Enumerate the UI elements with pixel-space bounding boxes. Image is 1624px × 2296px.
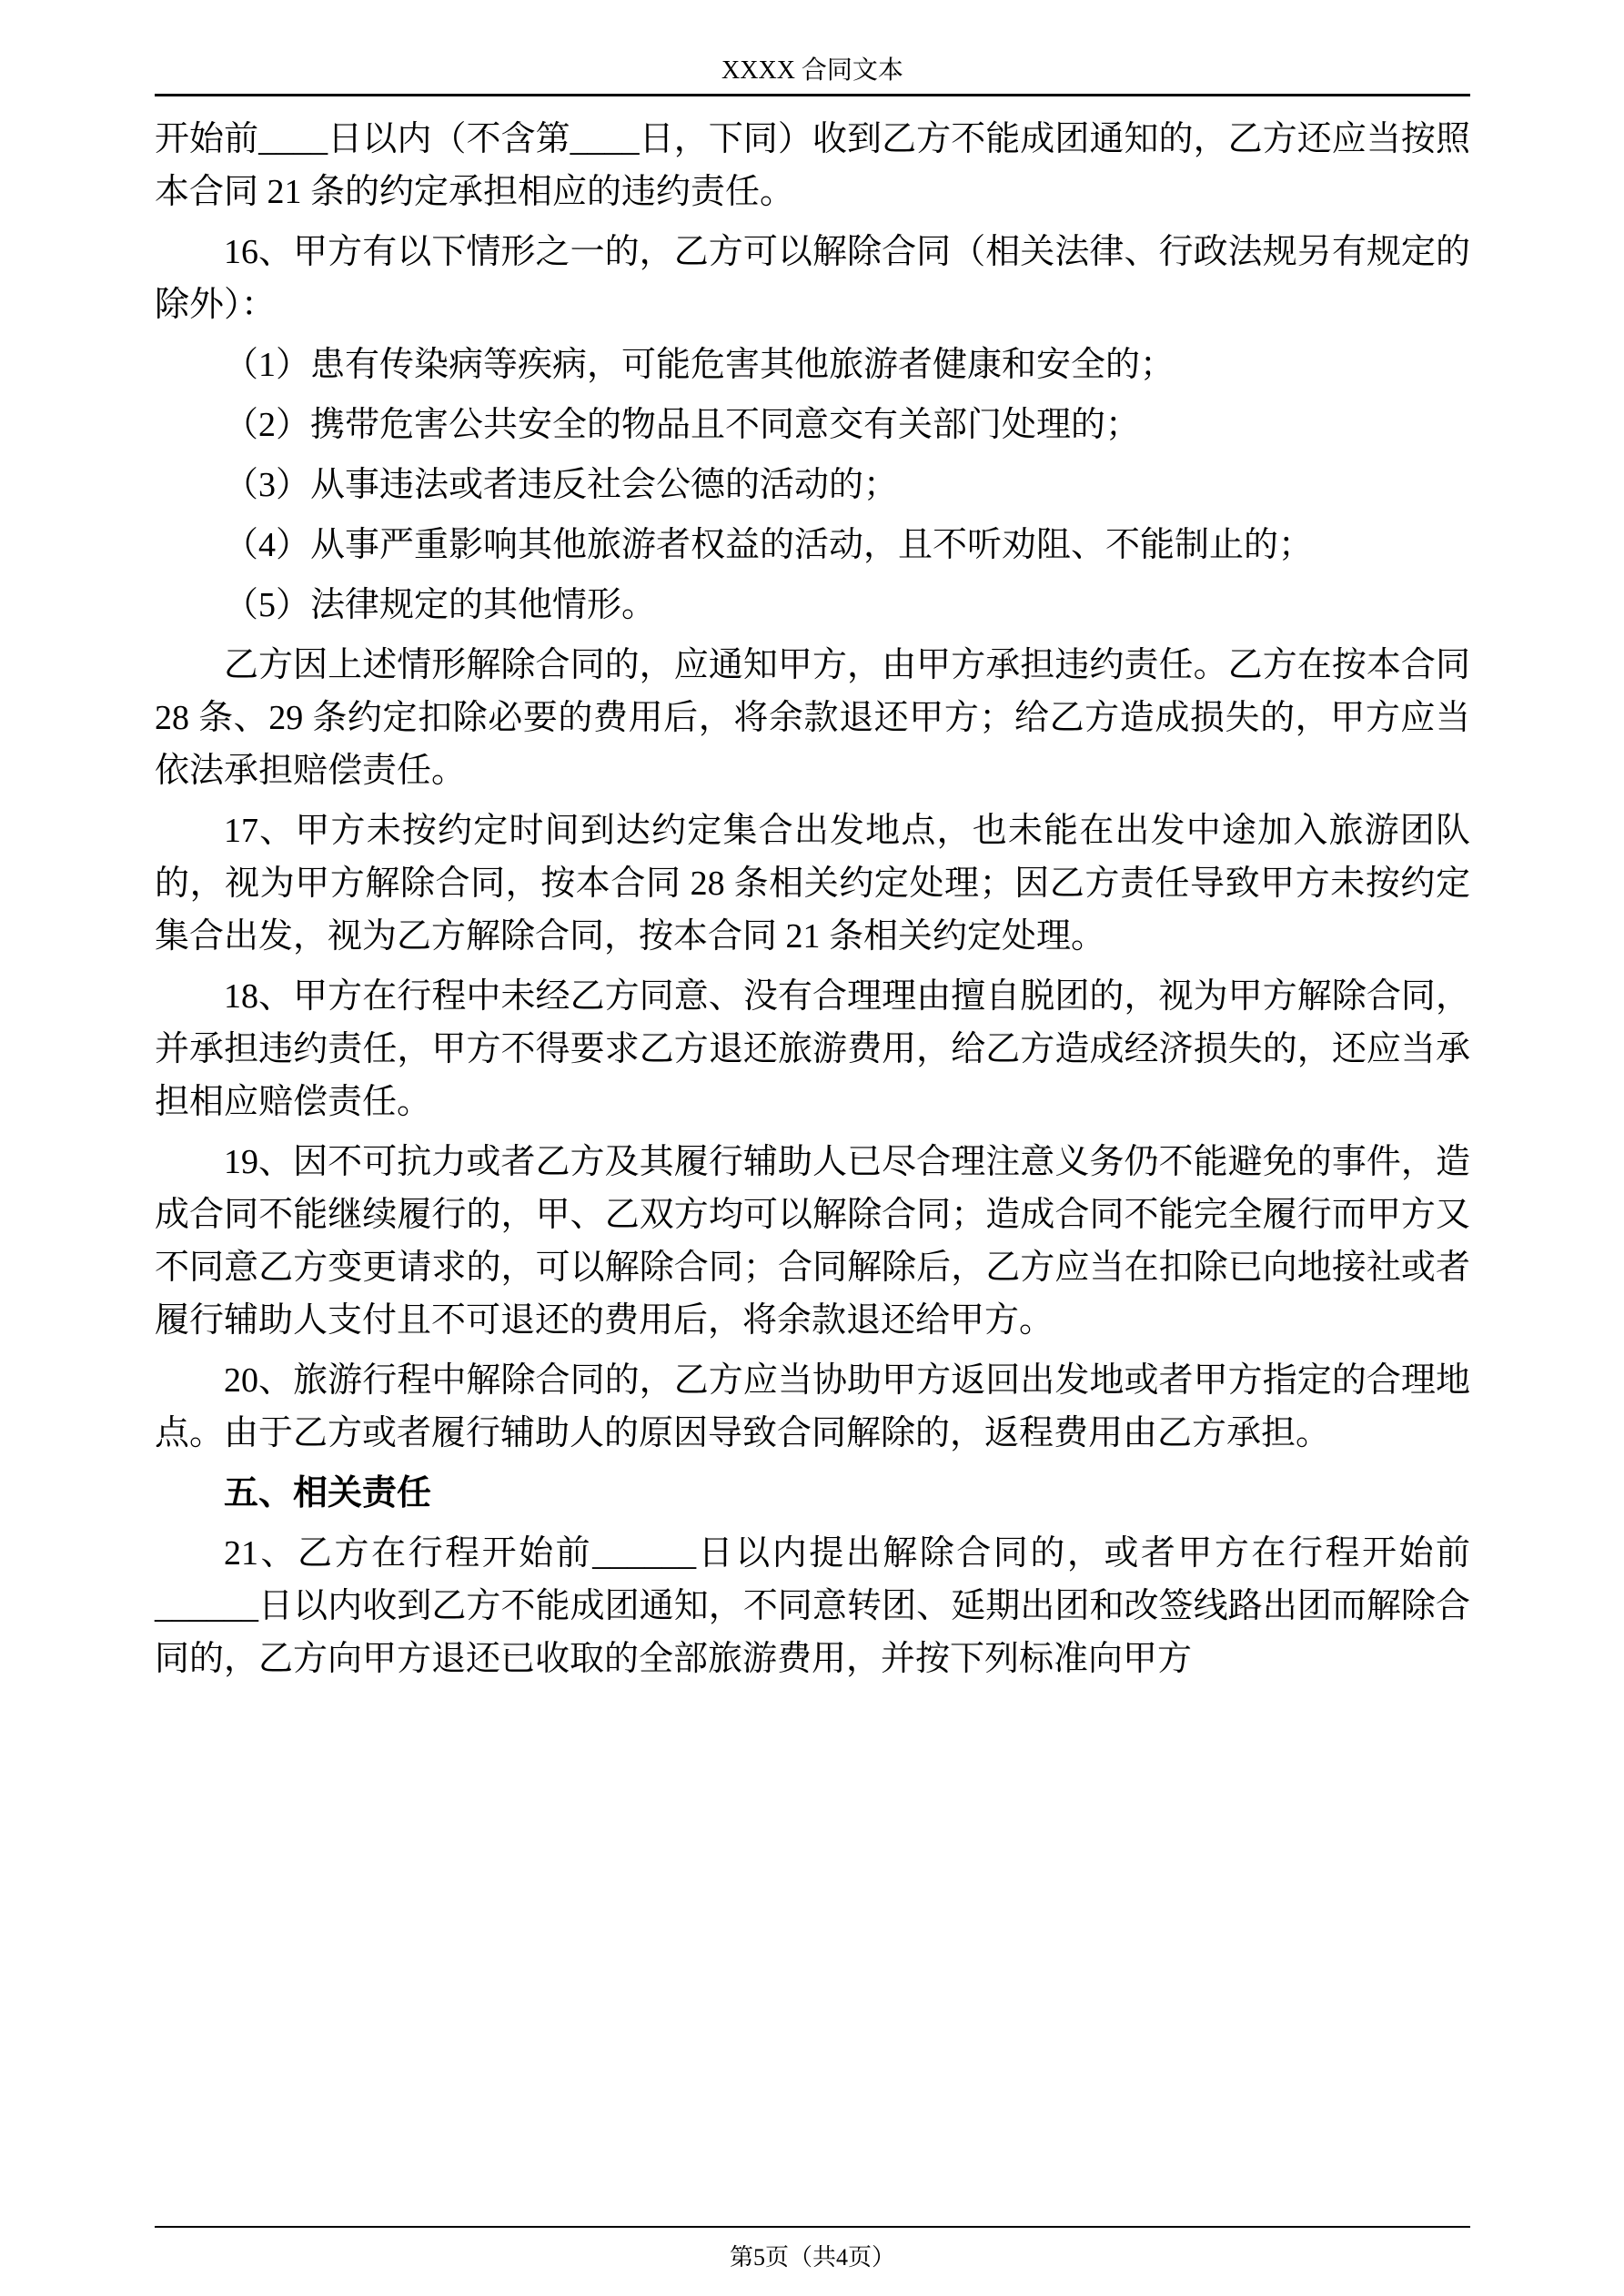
paragraph-clause-16-item-5: （5）法律规定的其他情形。 bbox=[224, 586, 657, 624]
paragraph-clause-17: 17、甲方未按约定时间到达约定集合出发地点，也未能在出发中途加入旅游团队的，视为甲方解除合同，按本合同 28 条相关约定处理；因乙方责任导致甲方未按约定集合出发，视为乙方解除合同，按本合同 21 条相关约定处理。 bbox=[155, 812, 1470, 956]
page-number-label: 第5页（共4页） bbox=[729, 2244, 895, 2271]
paragraph-clause-15-continuation: 开始前____日以内（不含第____日，下同）收到乙方不能成团通知的，乙方还应当按照本合同 21 条的约定承担相应的违约责任。 bbox=[155, 120, 1470, 211]
page-header bbox=[155, 56, 1470, 96]
paragraph-clause-20: 20、旅游行程中解除合同的，乙方应当协助甲方返回出发地或者甲方指定的合理地点。由于乙方或者履行辅助人的原因导致合同解除的，返程费用由乙方承担。 bbox=[155, 1361, 1470, 1452]
paragraph-clause-16-item-4: （4）从事严重影响其他旅游者权益的活动，且不听劝阻、不能制止的； bbox=[224, 526, 1314, 564]
page-footer bbox=[155, 2226, 1470, 2272]
paragraph-clause-16-item-2: （2）携带危害公共安全的物品且不同意交有关部门处理的； bbox=[224, 406, 1141, 444]
paragraph-clause-18: 18、甲方在行程中未经乙方同意、没有合理理由擅自脱团的，视为甲方解除合同，并承担违约责任，甲方不得要求乙方退还旅游费用，给乙方造成经济损失的，还应当承担相应赔偿责任。 bbox=[155, 977, 1470, 1121]
paragraph-clause-16: 16、甲方有以下情形之一的，乙方可以解除合同（相关法律、行政法规另有规定的除外）： bbox=[155, 233, 1470, 324]
paragraph-clause-16-item-1: （1）患有传染病等疾病，可能危害其他旅游者健康和安全的； bbox=[224, 346, 1175, 384]
document-title: XXXX 合同文本 bbox=[721, 56, 903, 85]
paragraph-clause-16-item-3: （3）从事违法或者违反社会公德的活动的； bbox=[224, 466, 899, 504]
section-heading-related-liability: 五、相关责任 bbox=[224, 1474, 432, 1512]
paragraph-clause-16-remedy: 乙方因上述情形解除合同的，应通知甲方，由甲方承担违约责任。乙方在按本合同 28 条、29 条约定扣除必要的费用后，将余款退还甲方；给乙方造成损失的，甲方应当依法承担赔偿责任。 bbox=[155, 646, 1470, 790]
document-body bbox=[155, 113, 1470, 1693]
paragraph-clause-21: 21、乙方在行程开始前______日以内提出解除合同的，或者甲方在行程开始前______日以内收到乙方不能成团通知，不同意转团、延期出团和改签线路出团而解除合同的，乙方向甲方退还已收取的全部旅游费用，并按下列标准向甲方 bbox=[155, 1534, 1470, 1678]
paragraph-clause-19: 19、因不可抗力或者乙方及其履行辅助人已尽合理注意义务仍不能避免的事件，造成合同不能继续履行的，甲、乙双方均可以解除合同；造成合同不能完全履行而甲方又不同意乙方变更请求的，可以解除合同；合同解除后，乙方应当在扣除已向地接社或者履行辅助人支付且不可退还的费用后，将余款退还给甲方。 bbox=[155, 1143, 1470, 1340]
